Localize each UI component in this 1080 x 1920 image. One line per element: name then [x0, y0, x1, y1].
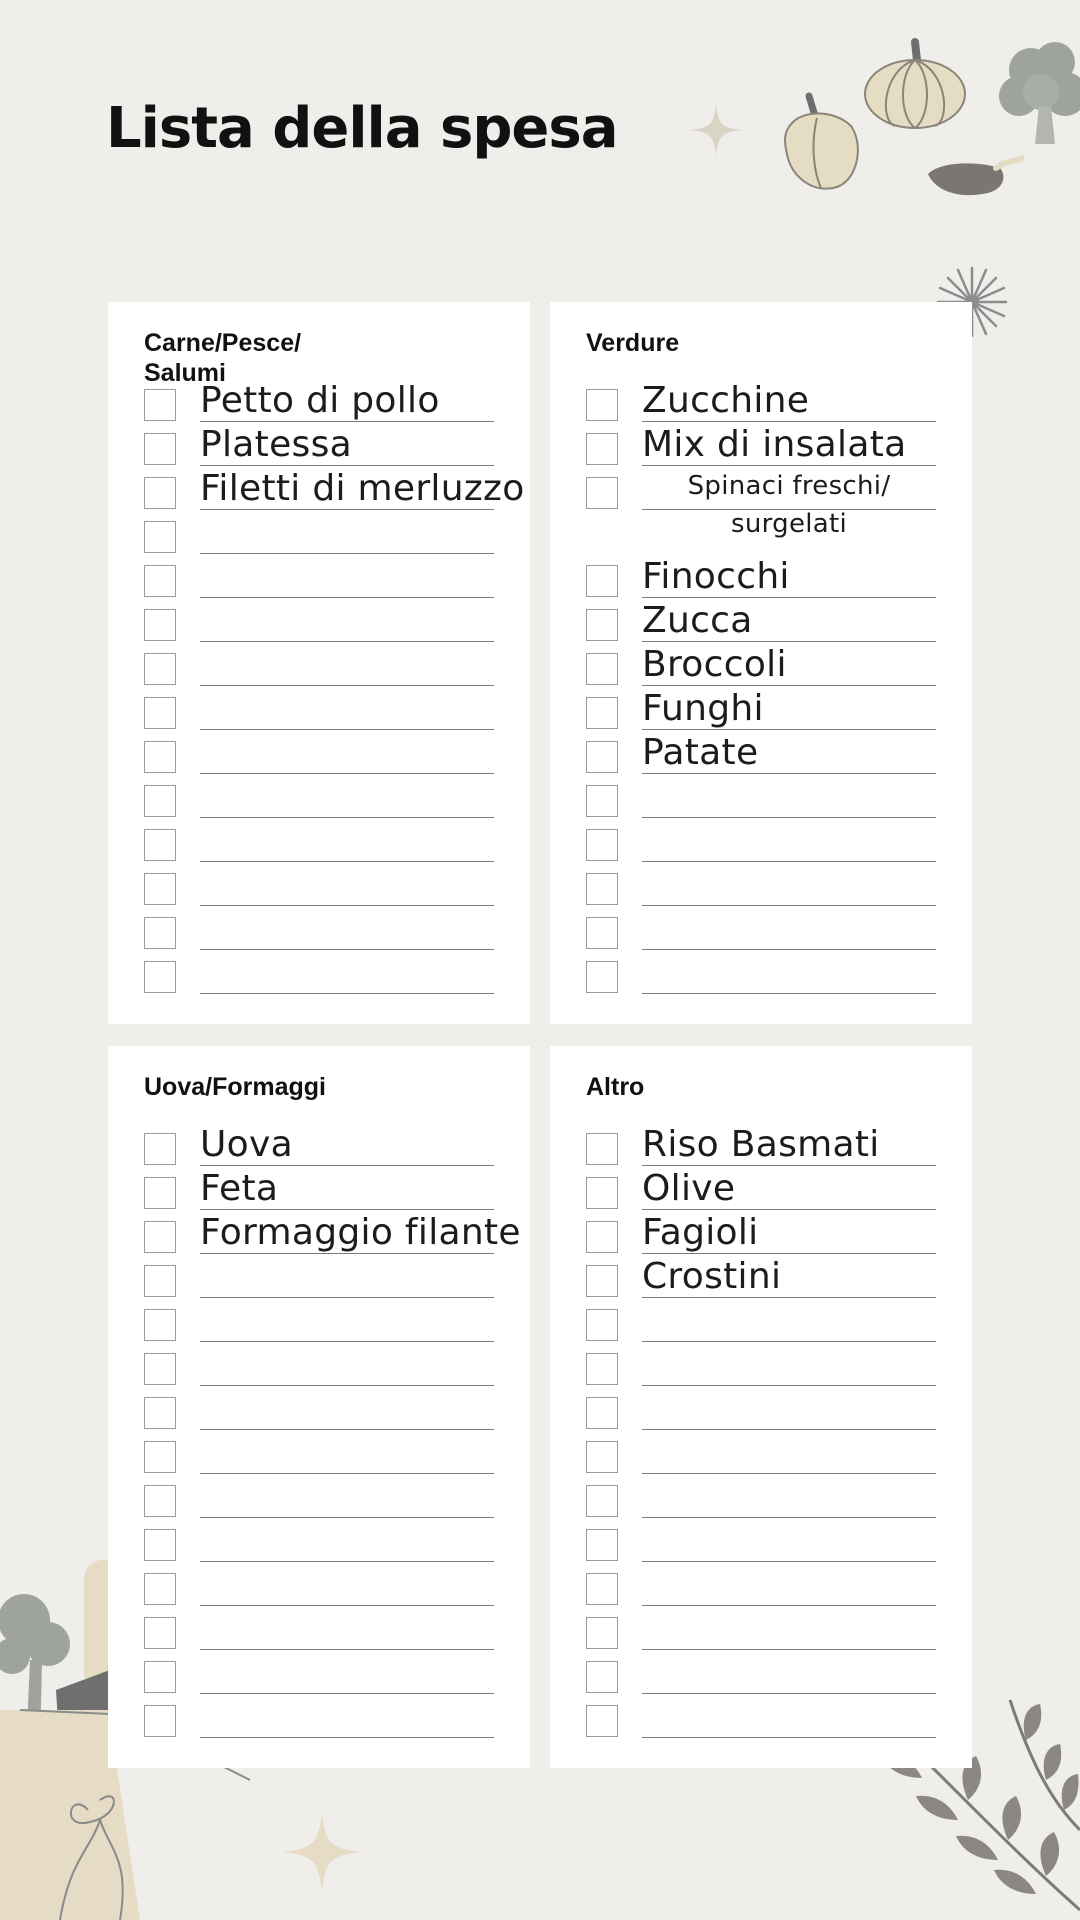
- sparkle-icon: [282, 1812, 362, 1892]
- eggplant-icon: [920, 152, 1024, 200]
- list-item: [108, 959, 530, 1003]
- item-text: Uova: [200, 1124, 293, 1165]
- pumpkin-icon: [855, 30, 975, 130]
- write-line: [642, 861, 936, 862]
- checkbox[interactable]: [144, 1177, 176, 1209]
- list-item: [108, 1395, 530, 1439]
- checkbox[interactable]: [586, 477, 618, 509]
- write-line: [200, 597, 494, 598]
- list-item: [108, 1307, 530, 1351]
- item-text: Formaggio filante: [200, 1212, 521, 1253]
- page-title: Lista della spesa: [106, 96, 618, 161]
- write-line: [200, 729, 494, 730]
- item-text: Olive: [642, 1168, 736, 1209]
- write-line: [200, 1385, 494, 1386]
- item-text: Filetti di merluzzo: [200, 468, 525, 509]
- list-item: [550, 1571, 972, 1615]
- checkbox[interactable]: [586, 1485, 618, 1517]
- list-item: [108, 1439, 530, 1483]
- checkbox[interactable]: [586, 1397, 618, 1429]
- checkbox[interactable]: [586, 741, 618, 773]
- write-line: [642, 993, 936, 994]
- write-line: [200, 641, 494, 642]
- write-line: [200, 1429, 494, 1430]
- list-item: [108, 915, 530, 959]
- list-item: [550, 1256, 972, 1307]
- checkbox[interactable]: [144, 1485, 176, 1517]
- list-item: [550, 1659, 972, 1703]
- write-line: [642, 1605, 936, 1606]
- item-text: Zucca: [642, 600, 753, 641]
- checkbox[interactable]: [144, 1529, 176, 1561]
- write-line: [200, 993, 494, 994]
- checkbox[interactable]: [586, 873, 618, 905]
- bell-pepper-icon: [775, 92, 865, 192]
- checkbox[interactable]: [144, 873, 176, 905]
- checkbox[interactable]: [144, 1309, 176, 1341]
- item-text: Zucchine: [642, 380, 810, 421]
- sparkle-icon: [690, 104, 742, 156]
- item-text: Crostini: [642, 1256, 782, 1297]
- write-line: [200, 1341, 494, 1342]
- checkbox[interactable]: [144, 1705, 176, 1737]
- checkbox[interactable]: [144, 477, 176, 509]
- write-line: [642, 1649, 936, 1650]
- write-line: [200, 1605, 494, 1606]
- card-uova-formaggi: [108, 1046, 530, 1768]
- checkbox[interactable]: [586, 961, 618, 993]
- list-item: [550, 1439, 972, 1483]
- checkbox[interactable]: [586, 1309, 618, 1341]
- list-item: [550, 1527, 972, 1571]
- list-item: [550, 471, 972, 563]
- card-altro: [550, 1046, 972, 1768]
- checkbox[interactable]: [586, 1573, 618, 1605]
- card-verdure: [550, 302, 972, 1024]
- checkbox[interactable]: [586, 1661, 618, 1693]
- checkbox[interactable]: [144, 1397, 176, 1429]
- write-line: [200, 553, 494, 554]
- list-item: [108, 1615, 530, 1659]
- write-line: [200, 1517, 494, 1518]
- write-line: [642, 1473, 936, 1474]
- list-item: [108, 1263, 530, 1307]
- item-text: Feta: [200, 1168, 279, 1209]
- list-item: [108, 739, 530, 783]
- checkbox[interactable]: [144, 521, 176, 553]
- checkbox[interactable]: [586, 1353, 618, 1385]
- item-text: Petto di pollo: [200, 380, 440, 421]
- checkbox[interactable]: [586, 565, 618, 597]
- checkbox[interactable]: [144, 741, 176, 773]
- write-line: [200, 1561, 494, 1562]
- write-line: [642, 1341, 936, 1342]
- list-item: [550, 783, 972, 827]
- list-item: [108, 519, 530, 563]
- checklist: [108, 1124, 530, 1747]
- write-line: [642, 1429, 936, 1430]
- checkbox[interactable]: [144, 433, 176, 465]
- checkbox[interactable]: [144, 961, 176, 993]
- list-item: [550, 959, 972, 1003]
- write-line: [642, 817, 936, 818]
- write-line: [200, 1737, 494, 1738]
- checkbox[interactable]: [144, 389, 176, 421]
- checkbox[interactable]: [586, 433, 618, 465]
- write-line: [200, 1297, 494, 1298]
- write-line: [642, 1693, 936, 1694]
- write-line: [200, 905, 494, 906]
- write-line: [642, 1517, 936, 1518]
- list-item: [550, 827, 972, 871]
- checkbox[interactable]: [586, 1617, 618, 1649]
- checkbox[interactable]: [586, 653, 618, 685]
- item-text: Broccoli: [642, 644, 787, 685]
- list-item: [550, 915, 972, 959]
- list-item: [108, 1571, 530, 1615]
- checkbox[interactable]: [144, 917, 176, 949]
- section-title: Verdure: [586, 329, 680, 357]
- write-line: [200, 1693, 494, 1694]
- checkbox[interactable]: [144, 785, 176, 817]
- broccoli-icon: [995, 36, 1080, 146]
- list-item: [108, 695, 530, 739]
- list-item: [550, 1395, 972, 1439]
- item-text: Finocchi: [642, 556, 790, 597]
- write-line: [200, 861, 494, 862]
- list-item: [108, 783, 530, 827]
- checkbox[interactable]: [144, 1265, 176, 1297]
- checkbox[interactable]: [144, 1441, 176, 1473]
- checkbox[interactable]: [144, 1221, 176, 1253]
- checklist: [550, 380, 972, 1003]
- checkbox[interactable]: [144, 1353, 176, 1385]
- item-text: Riso Basmati: [642, 1124, 880, 1165]
- write-line: [642, 949, 936, 950]
- list-item: [108, 1703, 530, 1747]
- item-text: Spinaci freschi/ surgelati: [687, 471, 891, 539]
- checkbox[interactable]: [586, 1177, 618, 1209]
- list-item: [108, 871, 530, 915]
- checklist: [550, 1124, 972, 1747]
- list-item: [108, 1351, 530, 1395]
- checkbox[interactable]: [586, 697, 618, 729]
- item-text: Mix di insalata: [642, 424, 907, 465]
- item-text: Patate: [642, 732, 759, 773]
- checkbox[interactable]: [586, 389, 618, 421]
- list-item: [108, 563, 530, 607]
- list-item: [108, 607, 530, 651]
- checkbox[interactable]: [586, 1705, 618, 1737]
- list-item: [108, 1527, 530, 1571]
- checkbox[interactable]: [144, 653, 176, 685]
- checkbox[interactable]: [586, 785, 618, 817]
- write-line: [642, 1561, 936, 1562]
- card-carne-pesce-salumi: [108, 302, 530, 1024]
- item-text: Platessa: [200, 424, 353, 465]
- list-item: [108, 468, 530, 519]
- write-line: [200, 817, 494, 818]
- write-line: [200, 949, 494, 950]
- checkbox[interactable]: [586, 1221, 618, 1253]
- write-line: [200, 773, 494, 774]
- checklist: [108, 380, 530, 1003]
- section-title: Carne/Pesce/ Salumi: [144, 329, 302, 387]
- write-line: [642, 1737, 936, 1738]
- write-line: [200, 1473, 494, 1474]
- list-item: [550, 1351, 972, 1395]
- item-text: Fagioli: [642, 1212, 759, 1253]
- list-item: [550, 1703, 972, 1747]
- list-item: [108, 651, 530, 695]
- checkbox[interactable]: [144, 565, 176, 597]
- list-item: [108, 1483, 530, 1527]
- write-line: [200, 685, 494, 686]
- checkbox[interactable]: [144, 609, 176, 641]
- checkbox[interactable]: [144, 1617, 176, 1649]
- item-text: Funghi: [642, 688, 764, 729]
- checkbox[interactable]: [586, 829, 618, 861]
- checkbox[interactable]: [144, 1573, 176, 1605]
- checkbox[interactable]: [144, 1661, 176, 1693]
- checkbox[interactable]: [586, 1133, 618, 1165]
- list-item: [108, 827, 530, 871]
- section-title: Uova/Formaggi: [144, 1073, 326, 1101]
- write-line: [642, 1385, 936, 1386]
- checkbox[interactable]: [586, 1529, 618, 1561]
- list-item: [108, 1659, 530, 1703]
- checkbox[interactable]: [144, 697, 176, 729]
- list-item: [108, 1212, 530, 1263]
- checkbox[interactable]: [144, 829, 176, 861]
- list-item: [550, 871, 972, 915]
- list-item: [550, 1615, 972, 1659]
- checkbox[interactable]: [586, 1265, 618, 1297]
- list-item: [550, 1307, 972, 1351]
- write-line: [200, 1649, 494, 1650]
- checkbox[interactable]: [586, 609, 618, 641]
- section-title: Altro: [586, 1073, 645, 1101]
- write-line: [642, 905, 936, 906]
- checkbox[interactable]: [144, 1133, 176, 1165]
- checkbox[interactable]: [586, 1441, 618, 1473]
- checkbox[interactable]: [586, 917, 618, 949]
- list-item: [550, 732, 972, 783]
- list-item: [550, 1483, 972, 1527]
